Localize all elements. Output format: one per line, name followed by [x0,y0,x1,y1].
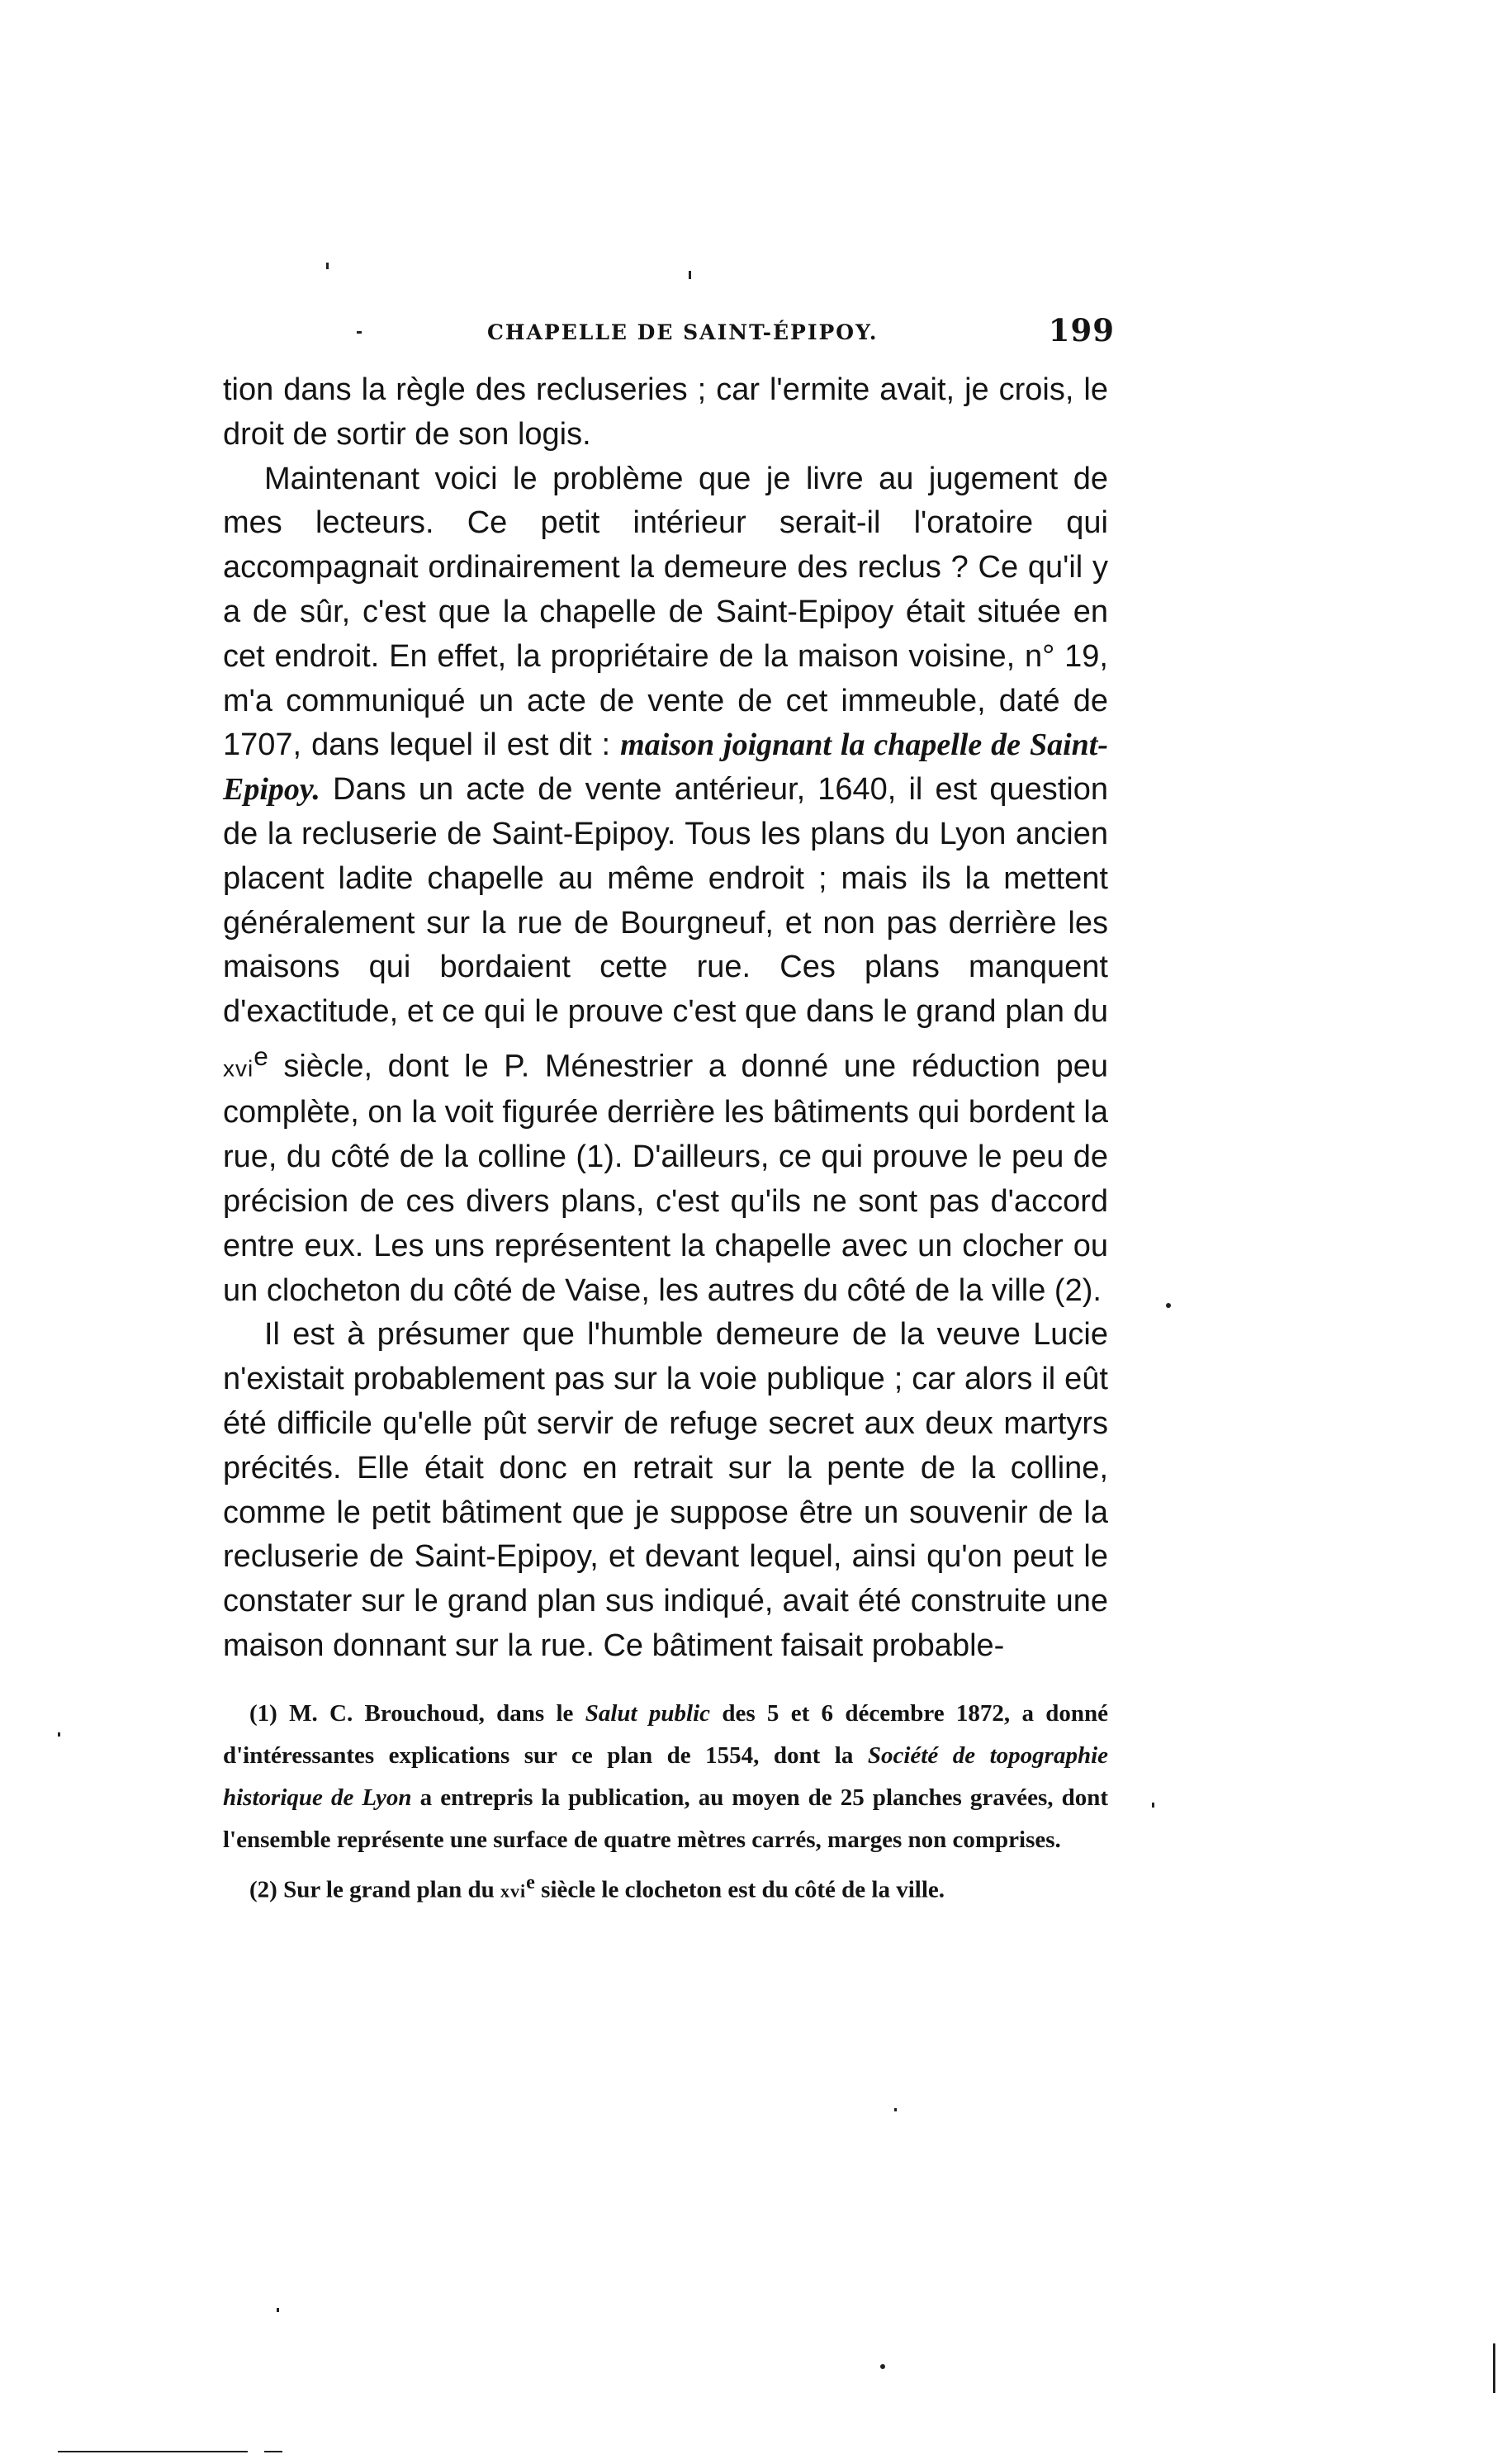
scan-edge-line [58,2451,248,2452]
paragraph [223,457,1108,1314]
footnote-1: (1) M. C. Brouchoud, dans le Salut public des 5 et 6 décembre 1872, a donné d'intéressantes explications sur ce plan de 1554, dont la Société de topographie historique de Lyon a entrepris la publication, au moyen de 25 planches gravées, dont l'ensemble représente une surface de quatre mètres carrés, marges non comprises. [223,1700,1109,1853]
paragraph: Il est à présumer que l'humble demeure de la veuve Lucie n'existait probablement pas sur la voie publique ; car alors il eût été difficile qu'elle pût servir de refuge secret aux deux martyrs précités. Elle était donc en retrait sur la pente de la colline, comme le petit bâtiment que je suppose être un souvenir de la recluserie de Saint-Epipoy, et devant lequel, ainsi qu'on peut le constater sur le grand plan sus indiqué, avait été construite une maison donnant sur la rue. Ce bâtiment faisait probable- [223,1317,1108,1663]
scan-speck [880,2364,885,2369]
paragraph-text: Dans un acte de vente antérieur, 1640, il est question de la recluserie de Saint-Epipoy. Tous les plans du Lyon ancien placent ladite chapelle au même endroit ; mais ils la mettent généralement sur la rue de Bourgneuf, et non pas derrière les maisons qui bordaient cette rue. Ces plans manquent d'exactitude, et ce qui le prouve c'est que dans le grand plan du [223,772,1108,1030]
running-head [223,312,1115,358]
society-name: Société de topographie historique de Lyon [223,1742,1108,1811]
scan-speck [357,331,362,334]
running-title: CHAPELLE DE SAINT-ÉPIPOY. [487,320,879,344]
quoted-deed-phrase: maison joignant la chapelle de Saint-Epipoy. [223,727,1108,808]
scan-speck [326,263,329,269]
scan-speck [58,1732,60,1737]
newspaper-title: Salut public [585,1700,711,1727]
page-number: 199 [1048,312,1115,348]
paragraph-text: Maintenant voici le problème que je livre au jugement de mes lecteurs. Ce petit intérieur serait-il l'oratoire qui accompagnait ordinairement la demeure des reclus ? Ce qu'il y a de sûr, c'est que la chapelle de Saint-Epipoy était située en cet endroit. En effet, la propriétaire de la maison voisine, n° 19, m'a communiqué un acte de vente de cet immeuble, daté de 1707, dans lequel il est dit : [223,461,1108,763]
scan-speck [277,2308,279,2312]
footnotes [223,1693,1108,1912]
scan-edge-line [1493,2343,1495,2393]
century-numeral: xvi [223,1055,254,1082]
century-suffix: e [253,1040,268,1071]
paragraph: tion dans la règle des recluseries ; car l'ermite avait, je crois, le droit de sortir de son logis. [223,372,1108,452]
century-numeral: xvi [500,1880,527,1902]
paragraph-text: siècle, dont le P. Ménestrier a donné une réduction peu complète, on la voit figurée derrière les bâtiments qui bordent la rue, du côté de la colline (1). D'ailleurs, ce qui prouve le peu de précision de ces divers plans, c'est qu'ils ne sont pas d'accord entre eux. Les uns représentent la chapelle avec un clocher ou un clocheton du côté de Vaise, les autres du côté de la ville (2). [223,1049,1108,1308]
century-suffix: e [526,1871,535,1893]
footnote-2: (2) Sur le grand plan du xvi$^e$ siècle le clocheton est du côté de la ville. [249,1871,945,1903]
scan-edge-line [264,2451,282,2452]
scan-speck [894,2108,897,2111]
scan-speck [1166,1303,1171,1308]
scan-speck [689,271,691,279]
scan-speck [1152,1803,1154,1808]
main-text [223,368,1108,1669]
